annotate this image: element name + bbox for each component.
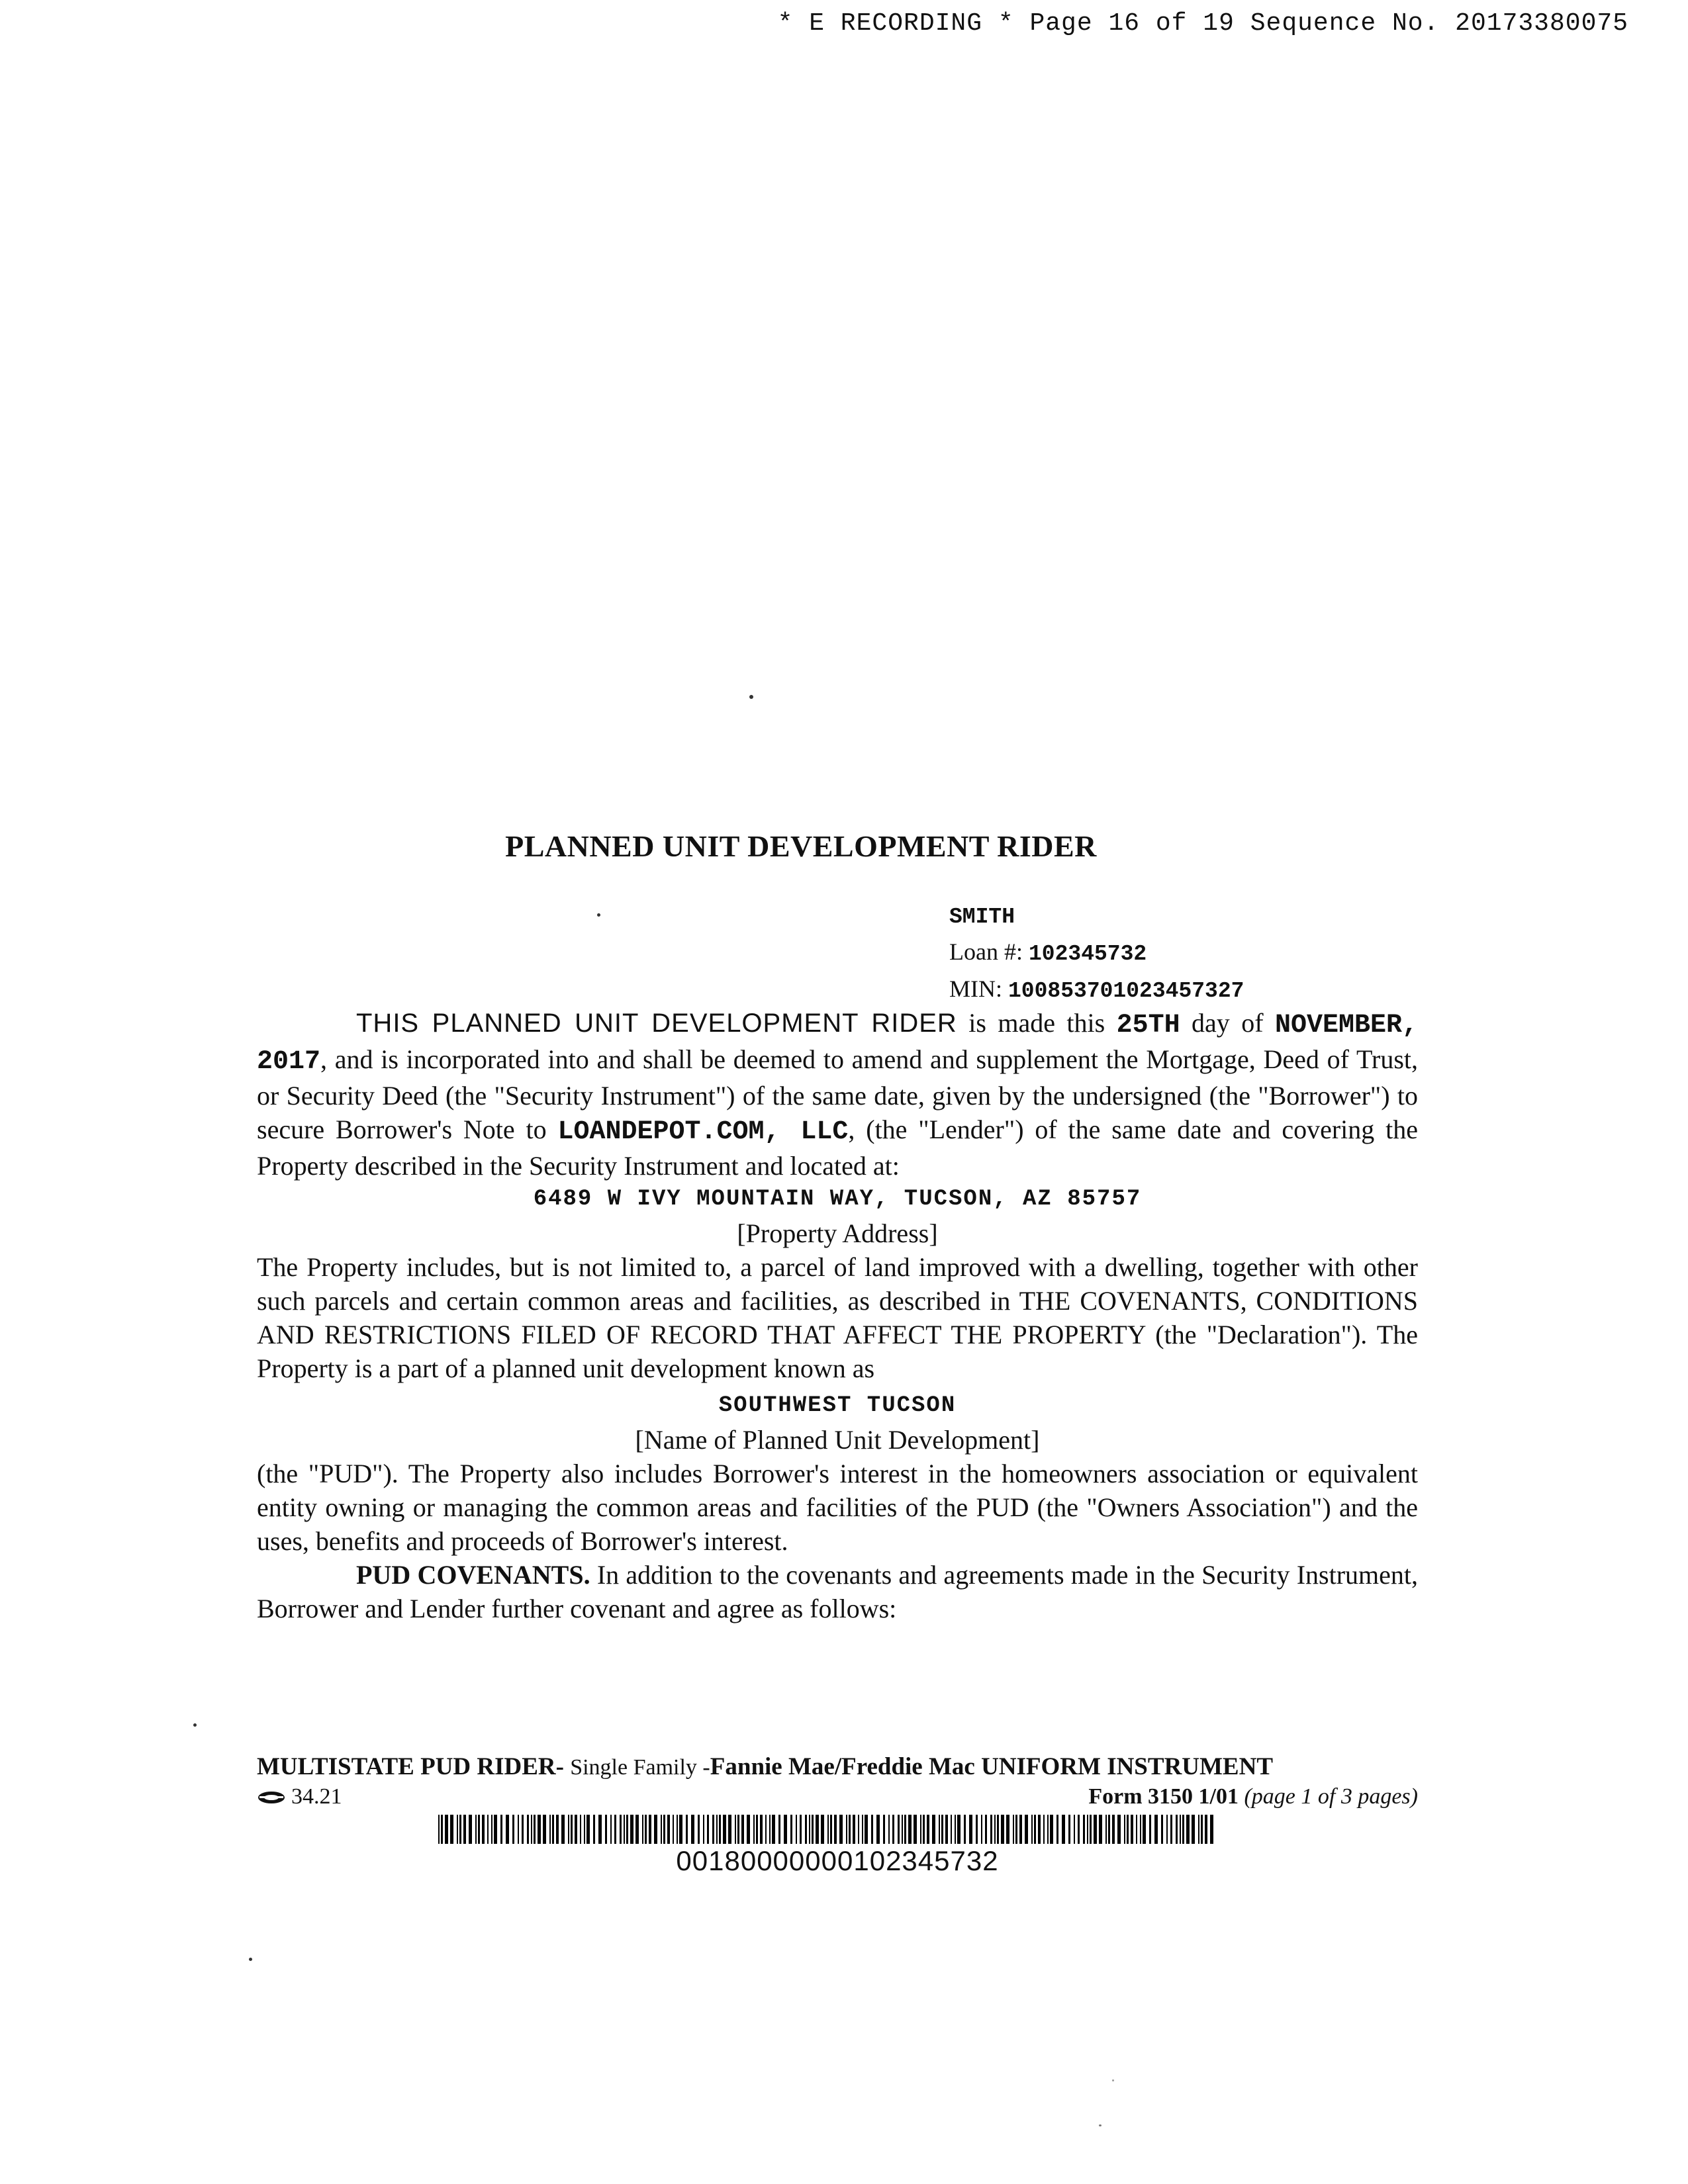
barcode-bar bbox=[1192, 1815, 1195, 1844]
barcode-bar bbox=[463, 1815, 466, 1844]
barcode-bar bbox=[494, 1815, 497, 1844]
intro-made: is made this bbox=[968, 1008, 1105, 1038]
barcode-bar bbox=[1198, 1815, 1199, 1844]
barcode-bar bbox=[1087, 1815, 1088, 1844]
barcode-bar bbox=[522, 1815, 524, 1844]
barcode-bar bbox=[1180, 1815, 1181, 1844]
barcode-bar bbox=[1047, 1815, 1049, 1844]
barcode-bar bbox=[1006, 1815, 1009, 1844]
barcode-bar bbox=[756, 1815, 758, 1844]
barcode-bar bbox=[475, 1815, 477, 1844]
barcode-bar bbox=[1043, 1815, 1045, 1844]
pud-name-caption: [Name of Planned Unit Development] bbox=[635, 1425, 1040, 1455]
barcode-bar bbox=[834, 1815, 837, 1844]
loan-number-line bbox=[949, 934, 1244, 972]
barcode-bar bbox=[712, 1815, 714, 1844]
barcode-bar bbox=[584, 1815, 585, 1844]
barcode-bar bbox=[769, 1815, 771, 1844]
intro-rest: , and is incorporated into and shall be deemed to amend and supplement the Mortgage, Deed of Trust, or Security Deed (the "Security Instrument") of the same date, given by the undersigned (the "Borrower") to secure Borrower's Note to bbox=[257, 1044, 1418, 1144]
barcode-bar bbox=[626, 1815, 628, 1844]
barcode-bar bbox=[862, 1815, 863, 1844]
property-address-caption: [Property Address] bbox=[737, 1218, 938, 1248]
barcode-bar bbox=[741, 1815, 744, 1844]
property-paragraph: The Property includes, but is not limited to, a parcel of land improved with a dwelling, together with other such parcels and certain common areas and facilities, as described in THE COVENANTS, CONDITIONS AND RESTRICTIONS FILED OF RECORD THAT AFFECT THE PROPERTY (the "Declaration"). The Property is a part of a planned unit development known as bbox=[257, 1252, 1418, 1383]
barcode-bar bbox=[469, 1815, 472, 1844]
barcode-bar bbox=[1210, 1815, 1213, 1844]
barcode-bar bbox=[1031, 1815, 1033, 1844]
barcode-bar bbox=[649, 1815, 651, 1844]
pud-paragraph: (the "PUD"). The Property also includes Borrower's interest in the homeowners association or equivalent entity owning or managing the common areas and facilities of the PUD (the "Owners Association") and the uses, benefits and proceeds of Borrower's interest. bbox=[257, 1459, 1418, 1556]
barcode-bar bbox=[778, 1815, 780, 1844]
barcode-bar bbox=[575, 1815, 577, 1844]
barcode-bar bbox=[605, 1815, 607, 1844]
covenants-paragraph bbox=[257, 1558, 1418, 1625]
page-info: (page 1 of 3 pages) bbox=[1244, 1784, 1418, 1809]
scan-speck bbox=[193, 1723, 197, 1727]
document-title: PLANNED UNIT DEVELOPMENT RIDER bbox=[505, 829, 1097, 863]
barcode-bar bbox=[1127, 1815, 1129, 1844]
barcode-bar bbox=[527, 1815, 529, 1844]
barcode-bar bbox=[512, 1815, 514, 1844]
lender-name: LOANDEPOT.COM, LLC bbox=[557, 1117, 849, 1147]
barcode-bar bbox=[698, 1815, 700, 1844]
barcode-bar bbox=[677, 1815, 678, 1844]
barcode-bar bbox=[846, 1815, 847, 1844]
scan-speck bbox=[749, 695, 753, 699]
barcode-bar bbox=[1149, 1815, 1151, 1844]
barcode-bar bbox=[571, 1815, 573, 1844]
barcode-bar bbox=[620, 1815, 622, 1844]
barcode-bar bbox=[593, 1815, 595, 1844]
barcode-bar bbox=[630, 1815, 633, 1844]
barcode-bar bbox=[1182, 1815, 1184, 1844]
barcode bbox=[438, 1815, 1219, 1844]
barcode-bar bbox=[1068, 1815, 1070, 1844]
barcode-bar bbox=[1124, 1815, 1125, 1844]
barcode-bar bbox=[957, 1815, 961, 1844]
barcode-bar bbox=[955, 1815, 956, 1844]
barcode-bar bbox=[663, 1815, 665, 1844]
barcode-bar bbox=[1019, 1815, 1022, 1844]
barcode-bar bbox=[679, 1815, 682, 1844]
barcode-bar bbox=[821, 1815, 824, 1844]
barcode-bar bbox=[976, 1815, 978, 1844]
barcode-bar bbox=[914, 1815, 917, 1844]
barcode-bar bbox=[441, 1815, 443, 1844]
form-number: Form 3150 1/01 bbox=[1088, 1784, 1239, 1809]
barcode-bar bbox=[990, 1815, 992, 1844]
barcode-bar bbox=[805, 1815, 807, 1844]
borrower-name: SMITH bbox=[949, 905, 1015, 929]
scan-speck bbox=[1112, 2079, 1114, 2081]
barcode-bar bbox=[871, 1815, 873, 1844]
barcode-bar bbox=[927, 1815, 929, 1844]
barcode-bar bbox=[654, 1815, 657, 1844]
barcode-bar bbox=[853, 1815, 855, 1844]
barcode-bar bbox=[760, 1815, 763, 1844]
barcode-bar bbox=[538, 1815, 541, 1844]
barcode-bar bbox=[772, 1815, 775, 1844]
barcode-bar bbox=[1201, 1815, 1203, 1844]
barcode-bar bbox=[883, 1815, 885, 1844]
barcode-bar bbox=[904, 1815, 906, 1844]
barcode-bar bbox=[839, 1815, 843, 1844]
barcode-bar bbox=[941, 1815, 943, 1844]
barcode-bar bbox=[969, 1815, 972, 1844]
covenants-heading: PUD COVENANTS. bbox=[356, 1560, 590, 1590]
barcode-bar bbox=[543, 1815, 546, 1844]
barcode-bar bbox=[1205, 1815, 1207, 1844]
barcode-bar bbox=[531, 1815, 532, 1844]
day-of: day of bbox=[1192, 1008, 1264, 1038]
barcode-bar bbox=[1015, 1815, 1017, 1844]
barcode-bar bbox=[1140, 1815, 1141, 1844]
version-number: 34.21 bbox=[291, 1784, 342, 1809]
barcode-number: 00180000000102345732 bbox=[676, 1845, 999, 1876]
barcode-bar bbox=[450, 1815, 453, 1844]
barcode-bar bbox=[642, 1815, 643, 1844]
barcode-bar bbox=[951, 1815, 952, 1844]
form-page-info bbox=[1088, 1784, 1418, 1809]
barcode-bar bbox=[800, 1815, 802, 1844]
property-address: 6489 W IVY MOUNTAIN WAY, TUCSON, AZ 85757 bbox=[533, 1187, 1142, 1212]
barcode-bar bbox=[1143, 1815, 1146, 1844]
barcode-bar bbox=[457, 1815, 458, 1844]
barcode-bar bbox=[1117, 1815, 1121, 1844]
stamp-icon bbox=[257, 1786, 286, 1811]
barcode-bar bbox=[735, 1815, 736, 1844]
barcode-bar bbox=[1170, 1815, 1172, 1844]
min-label: MIN: bbox=[949, 976, 1002, 1002]
barcode-bar bbox=[1186, 1815, 1190, 1844]
barcode-bar bbox=[892, 1815, 894, 1844]
form-title-part: MULTISTATE PUD RIDER- bbox=[257, 1753, 564, 1780]
form-title-part: Single Family - bbox=[570, 1755, 710, 1780]
barcode-bar bbox=[1001, 1815, 1004, 1844]
barcode-bar bbox=[1078, 1815, 1080, 1844]
barcode-bar bbox=[796, 1815, 797, 1844]
intro-paragraph bbox=[257, 1006, 1418, 1183]
barcode-bar bbox=[703, 1815, 704, 1844]
barcode-bar bbox=[902, 1815, 903, 1844]
barcode-bar bbox=[598, 1815, 602, 1844]
barcode-bar bbox=[827, 1815, 829, 1844]
barcode-bar bbox=[981, 1815, 982, 1844]
barcode-bar bbox=[1062, 1815, 1065, 1844]
barcode-bar bbox=[964, 1815, 966, 1844]
barcode-bar bbox=[482, 1815, 485, 1844]
barcode-bar bbox=[719, 1815, 721, 1844]
barcode-bar bbox=[534, 1815, 536, 1844]
barcode-bar bbox=[691, 1815, 694, 1844]
day-value: 25TH bbox=[1116, 1011, 1180, 1040]
document-body bbox=[257, 1006, 1418, 1625]
min-number: 100853701023457327 bbox=[1008, 979, 1244, 1003]
intro-lead: THIS PLANNED UNIT DEVELOPMENT RIDER bbox=[356, 1009, 957, 1038]
barcode-bar bbox=[1013, 1815, 1014, 1844]
barcode-bar bbox=[686, 1815, 688, 1844]
barcode-bar bbox=[1176, 1815, 1178, 1844]
barcode-bar bbox=[1105, 1815, 1107, 1844]
barcode-bar bbox=[932, 1815, 935, 1844]
barcode-bar bbox=[753, 1815, 755, 1844]
barcode-bar bbox=[816, 1815, 819, 1844]
barcode-bar bbox=[506, 1815, 509, 1844]
barcode-bar bbox=[1094, 1815, 1097, 1844]
barcode-bar bbox=[673, 1815, 674, 1844]
barcode-bar bbox=[747, 1815, 750, 1844]
form-title bbox=[257, 1752, 1273, 1781]
barcode-bar bbox=[858, 1815, 859, 1844]
barcode-bar bbox=[920, 1815, 921, 1844]
barcode-bar bbox=[1136, 1815, 1137, 1844]
barcode-bar bbox=[1166, 1815, 1168, 1844]
barcode-bar bbox=[1090, 1815, 1092, 1844]
barcode-bar bbox=[945, 1815, 948, 1844]
barcode-bar bbox=[997, 1815, 999, 1844]
barcode-bar bbox=[1154, 1815, 1158, 1844]
barcode-bar bbox=[614, 1815, 616, 1844]
barcode-bar bbox=[809, 1815, 810, 1844]
barcode-bar bbox=[737, 1815, 739, 1844]
barcode-bar bbox=[556, 1815, 559, 1844]
barcode-bar bbox=[812, 1815, 814, 1844]
barcode-bar bbox=[908, 1815, 912, 1844]
barcode-bar bbox=[1074, 1815, 1075, 1844]
barcode-bar bbox=[1099, 1815, 1102, 1844]
barcode-bar bbox=[568, 1815, 569, 1844]
barcode-bar bbox=[586, 1815, 590, 1844]
barcode-bar bbox=[716, 1815, 718, 1844]
barcode-bar bbox=[645, 1815, 647, 1844]
barcode-bar bbox=[898, 1815, 900, 1844]
scan-speck bbox=[249, 1958, 252, 1961]
barcode-bar bbox=[728, 1815, 731, 1844]
barcode-bar bbox=[876, 1815, 880, 1844]
loan-number: 102345732 bbox=[1028, 942, 1147, 966]
barcode-bar bbox=[1112, 1815, 1115, 1844]
barcode-bar bbox=[707, 1815, 709, 1844]
barcode-bar bbox=[723, 1815, 726, 1844]
barcode-bar bbox=[438, 1815, 440, 1844]
month-year: NOVEMBER, 2017 bbox=[257, 1011, 1418, 1077]
barcode-bar bbox=[580, 1815, 581, 1844]
barcode-bar bbox=[552, 1815, 554, 1844]
barcode-bar bbox=[661, 1815, 662, 1844]
barcode-bar bbox=[888, 1815, 890, 1844]
barcode-bar bbox=[459, 1815, 461, 1844]
barcode-bar bbox=[491, 1815, 492, 1844]
barcode-bar bbox=[1083, 1815, 1085, 1844]
pud-name: SOUTHWEST TUCSON bbox=[718, 1393, 957, 1418]
barcode-bar bbox=[1056, 1815, 1058, 1844]
barcode-bar bbox=[994, 1815, 996, 1844]
intro-end: , (the "Lender") of the same date and covering the Property described in the Security Instrument and located at: bbox=[257, 1115, 1419, 1181]
barcode-bar bbox=[765, 1815, 767, 1844]
loan-identifiers bbox=[949, 900, 1244, 1009]
scan-speck bbox=[597, 913, 600, 917]
scan-speck bbox=[1099, 2124, 1102, 2126]
barcode-bar bbox=[985, 1815, 987, 1844]
form-title-part: Fannie Mae/Freddie Mac UNIFORM INSTRUMENT bbox=[710, 1753, 1274, 1780]
barcode-bar bbox=[1025, 1815, 1028, 1844]
barcode-bar bbox=[923, 1815, 925, 1844]
barcode-bar bbox=[478, 1815, 480, 1844]
covenants-text: In addition to the covenants and agreements made in the Security Instrument, Borrower and Lender further covenant and agree as follows: bbox=[257, 1560, 1419, 1623]
barcode-bar bbox=[1161, 1815, 1163, 1844]
barcode-bar bbox=[1131, 1815, 1133, 1844]
barcode-bar bbox=[1038, 1815, 1041, 1844]
barcode-bar bbox=[445, 1815, 448, 1844]
barcode-bar bbox=[561, 1815, 565, 1844]
barcode-bar bbox=[518, 1815, 519, 1844]
barcode-bar bbox=[1050, 1815, 1053, 1844]
barcode-bar bbox=[635, 1815, 639, 1844]
barcode-bar bbox=[610, 1815, 612, 1844]
barcode-bar bbox=[830, 1815, 832, 1844]
barcode-bar bbox=[667, 1815, 670, 1844]
barcode-bar bbox=[1108, 1815, 1110, 1844]
barcode-bar bbox=[849, 1815, 851, 1844]
barcode-bar bbox=[549, 1815, 551, 1844]
barcode-bar bbox=[500, 1815, 502, 1844]
barcode-bar bbox=[1034, 1815, 1036, 1844]
loan-label: Loan #: bbox=[949, 938, 1023, 965]
barcode-bar bbox=[939, 1815, 940, 1844]
barcode-bar bbox=[487, 1815, 489, 1844]
form-version bbox=[257, 1784, 342, 1811]
recording-header: * E RECORDING * Page 16 of 19 Sequence No. 20173380075 bbox=[777, 9, 1628, 38]
barcode-bar bbox=[624, 1815, 625, 1844]
min-line bbox=[949, 972, 1244, 1009]
barcode-bar bbox=[865, 1815, 868, 1844]
barcode-bar bbox=[784, 1815, 787, 1844]
barcode-bar bbox=[790, 1815, 792, 1844]
